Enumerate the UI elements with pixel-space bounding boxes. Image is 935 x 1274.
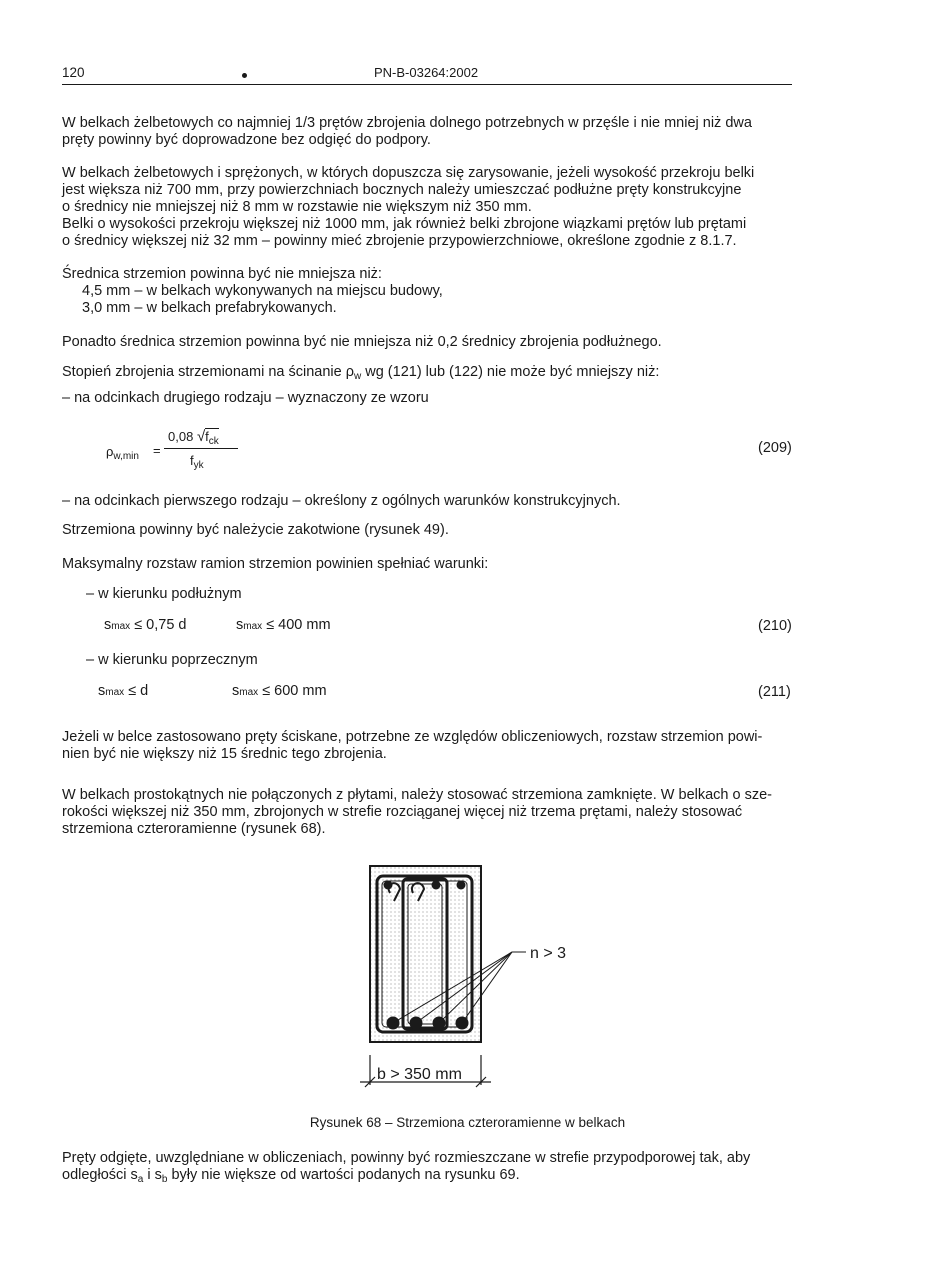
paragraph-13: W belkach prostokątnych nie połączonych z płytami, należy stosować strzemiona zamknięte. W belkach o sze- rokości większej niż 350 mm, zbrojonych w strefie rozciąganej więcej niż trzema prętami, należy stosować strzemiona czteroramienne (rysunek 68). — [62, 787, 773, 837]
equation-209: $\rho_{w,min}$ = 0,08 $√f_{ck}$ $f_{yk}$ — [106, 425, 256, 477]
paragraph-11: – w kierunku poprzecznym — [86, 652, 258, 668]
paragraph-3: Średnica strzemion powinna być nie mniejsza niż: 4,5 mm – w belkach wykonywanych na miejscu budowy, 3,0 mm – w belkach prefabrykowanych. — [62, 266, 797, 317]
paragraph-10: – w kierunku podłużnym — [86, 586, 242, 602]
list-item: 3,0 mm – w belkach prefabrykowanych. — [82, 300, 337, 316]
fraction-bar — [164, 448, 238, 449]
list-item: 4,5 mm – w belkach wykonywanych na miejscu budowy, — [82, 283, 443, 299]
top-rebar — [457, 881, 466, 890]
label-b: b > 350 mm — [377, 1066, 462, 1083]
figure-caption: Rysunek 68 – Strzemiona czteroramienne w belkach — [309, 1115, 626, 1130]
paragraph-14: Pręty odgięte, uwzględniane w obliczeniach, powinny być rozmieszczane w strefie przypodporowej tak, aby odległości $s_a$ i $s_b$ były nie większe od wartości podanych na rysunku 69. — [62, 1150, 751, 1185]
paragraph-1: W belkach żelbetowych co najmniej 1/3 prętów zbrojenia dolnego potrzebnych w przęśle i nie mniej niż dwa pręty powinny być doprowadzone bez odgięć do podpory. — [62, 115, 752, 148]
paragraph-12: Jeżeli w belce zastosowano pręty ściskane, potrzebne ze względów obliczeniowych, rozstaw strzemion powi- nien być nie większy niż 15 średnic tego zbrojenia. — [62, 729, 763, 762]
paragraph-8: Strzemiona powinny być należycie zakotwione (rysunek 49). — [62, 522, 449, 538]
paragraph-4: Ponadto średnica strzemion powinna być nie mniejsza niż 0,2 średnicy zbrojenia podłużnego. — [62, 334, 662, 350]
label-n: n > 3 — [530, 945, 567, 962]
paragraph-2: W belkach żelbetowych i sprężonych, w których dopuszcza się zarysowanie, jeżeli wysokość przekroju belki jest większa niż 700 mm, przy powierzchniach bocznych należy umieszczać podłużne pręty konstrukcyjne o średnicy nie mniejszej niż 8 mm w rozstawie nie większym niż 350 mm. Belki o wysokości przekroju większej niż 1000 mm, jak również belki zbrojone wiązkami prętów lub prętami o średnicy większej niż 32 mm – powinny mieć zbrojenie przypowierzchniowe, określone zgodnie z 8.1.7. — [62, 165, 755, 249]
header-mark — [242, 73, 247, 78]
equation-211: smax ≤ d — [98, 683, 149, 699]
top-rebar — [384, 881, 393, 890]
paragraph-7: – na odcinkach pierwszego rodzaju – określony z ogólnych warunków konstrukcyjnych. — [62, 493, 621, 509]
paragraph-9: Maksymalny rozstaw ramion strzemion powinien spełniać warunki: — [62, 556, 489, 572]
paragraph-6: – na odcinkach drugiego rodzaju – wyznaczony ze wzoru — [62, 390, 429, 406]
equation-number-211: (211) — [758, 684, 791, 700]
standard-code: PN-B-03264:2002 — [374, 65, 479, 80]
top-rebar — [432, 881, 441, 890]
equation-number-210: (210) — [758, 618, 792, 634]
figure-68-diagram — [350, 855, 620, 1105]
page-number: 120 — [62, 65, 85, 80]
document-page: 120 PN-B-03264:2002 W belkach żelbetowych co najmniej 1/3 prętów zbrojenia dolnego potrzebnych w przęśle i nie mniej niż dwa pręty powinny być doprowadzone bez odgięć do podpory. W belkach żelbetowych i sprężonych, w których dopuszcza się zarysowanie, jeżeli wysokość przekroju belki jest większa niż 700 mm, przy powierzchniach bocznych należy umieszczać podłużne pręty konstrukcyjne o średnicy nie mniejszej niż 8 mm w rozstawie nie większym niż 350 mm. Belki o wysokości przekroju większej niż 1000 mm, jak również belki zbrojone wiązkami prętów lub prętami o średnicy większej niż 32 mm – powinny mieć zbrojenie przypowierzchniowe, określone zgodnie z 8.1.7. Średnica strzemion powinna być nie mniejsza niż: 4,5 mm – w belkach wykonywanych na miejscu budowy, 3,0 mm – w belkach prefabrykowanych. Ponadto średnica strzemion powinna być nie mniejsza niż 0,2 średnicy zbrojenia podłużnego. Stopień zbrojenia strzemionami na ścinanie $\rho_w$ wg (121) lub (122) nie może być mniejszy niż: – na odcinkach drugiego rodzaju – wyznaczony ze wzoru $\rho_{w,min}$ = 0,08 $√f_{ck}$ $f_{yk}$ (209) – na odcinkach pierwszego rodzaju – określony z ogólnych warunków konstrukcyjnych. Strzemiona powinny być należycie zakotwione (rysunek 49). Maksymalny rozstaw ramion strzemion powinien spełniać warunki: – w kierunku podłużnym smax ≤ 0,75 d smax ≤ 400 mm (210) – w kierunku poprzecznym smax ≤ d smax ≤ 600 mm (211) Jeżeli w belce zastosowano pręty ściskane, potrzebne ze względów obliczeniowych, rozstaw strzemion powi- nien być nie większy niż 15 średnic tego zbrojenia. W belkach prostokątnych nie połączonych z płytami, należy stosować strzemiona zamknięte. W belkach o sze- rokości większej niż 350 mm, zbrojonych w strefie rozciąganej więcej niż trzema prętami, należy stosować strzemiona czteroramienne (rysunek 68). n > 3 b > 350 mm Rysunek 68 – Strzemiona czteroramienne w belkach Pręty odgięte, uwzględniane w obliczeniach, powinny być rozmieszczane w strefie przypodporowej tak, aby odległości $s_a$ i $s_b$ były nie większe od wartości podanych na rysunku 69. — [0, 0, 935, 1274]
page-header — [62, 62, 792, 85]
equation-number-209: (209) — [758, 440, 792, 456]
equation-210: smax ≤ 0,75 d — [104, 617, 187, 633]
paragraph-5: Stopień zbrojenia strzemionami na ścinanie $\rho_w$ wg (121) lub (122) nie może być mniejszy niż: — [62, 364, 660, 382]
